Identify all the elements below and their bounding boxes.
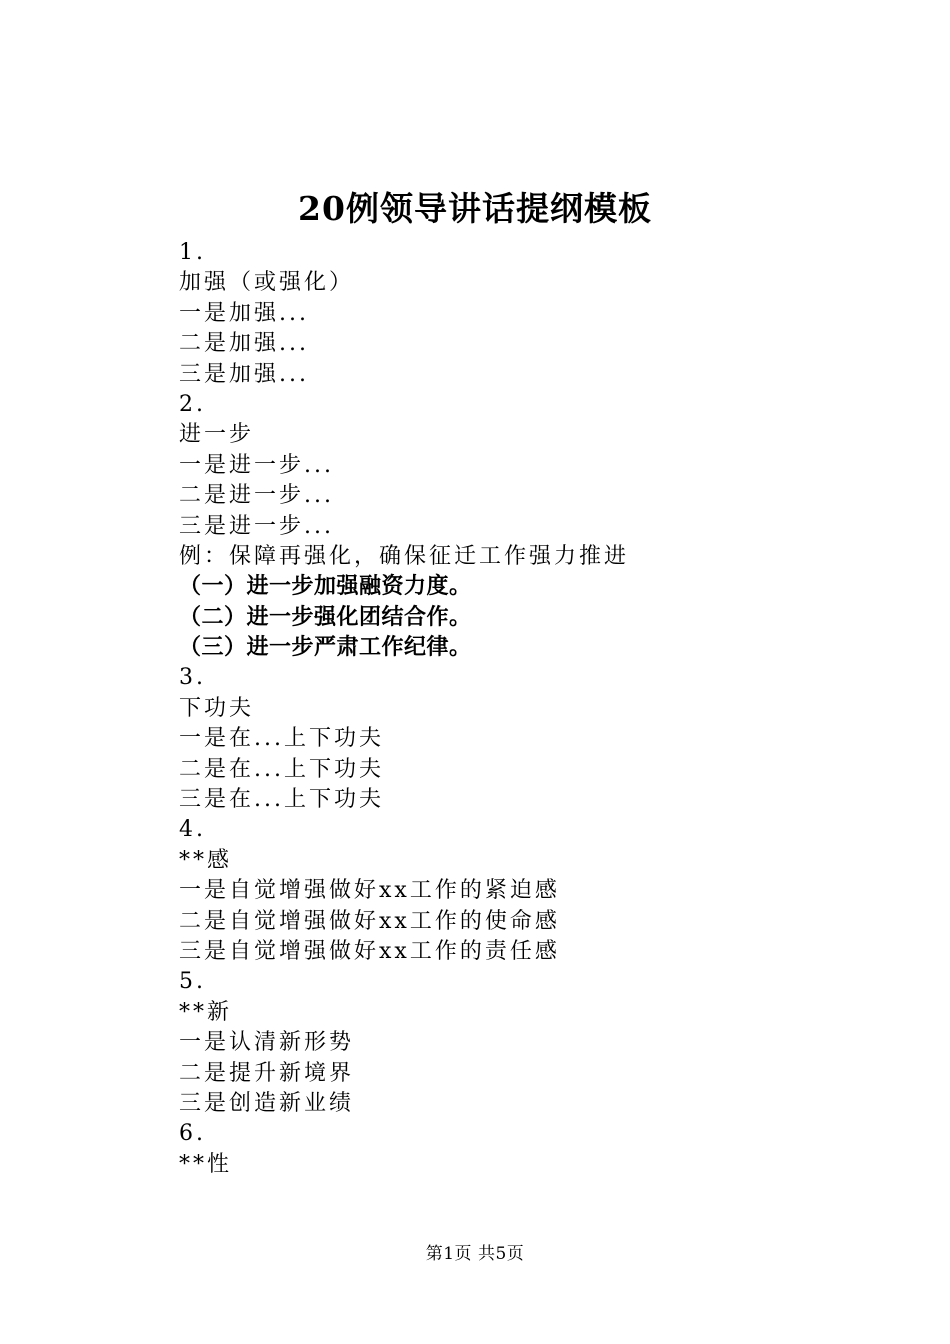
- document-line: 二是提升新境界: [179, 1060, 355, 1086]
- document-line: **新: [179, 999, 233, 1025]
- document-line: （二）进一步强化团结合作。: [179, 604, 472, 630]
- document-line: 一是自觉增强做好xx工作的紧迫感: [179, 878, 560, 904]
- document-line: 二是加强...: [179, 331, 309, 357]
- document-line: 2.: [179, 391, 206, 417]
- document-line: （三）进一步严肃工作纪律。: [179, 635, 472, 661]
- document-line: （一）进一步加强融资力度。: [179, 574, 472, 600]
- document-line: 三是自觉增强做好xx工作的责任感: [179, 938, 560, 964]
- document-line: 二是在...上下功夫: [179, 756, 384, 782]
- document-line: 三是创造新业绩: [179, 1090, 355, 1116]
- document-line: 1.: [179, 240, 206, 265]
- document-line: 3.: [179, 665, 206, 691]
- document-line: 三是进一步...: [179, 513, 334, 539]
- document-line: 4.: [179, 817, 206, 843]
- document-line: 进一步: [179, 422, 255, 448]
- document-line: 5.: [179, 969, 206, 995]
- document-line: 一是进一步...: [179, 452, 334, 478]
- document-line: 一是认清新形势: [179, 1030, 355, 1056]
- document-line: 6.: [179, 1121, 206, 1147]
- document-line: **性: [179, 1151, 233, 1177]
- document-line: 例：保障再强化，确保征迁工作强力推进: [179, 543, 630, 569]
- page-footer: 第1页 共5页: [425, 1244, 525, 1264]
- document-line: 三是在...上下功夫: [179, 787, 384, 813]
- document-line: 一是加强...: [179, 300, 309, 326]
- document-line: **感: [179, 847, 233, 873]
- document-line: 三是加强...: [179, 361, 309, 387]
- document-title: 20例领导讲话提纲模板: [298, 189, 652, 228]
- document-line: 一是在...上下功夫: [179, 726, 384, 752]
- document-body: [179, 238, 879, 1180]
- document-line: 下功夫: [179, 695, 255, 721]
- document-line: 二是进一步...: [179, 483, 334, 509]
- document-line: 二是自觉增强做好xx工作的使命感: [179, 908, 560, 934]
- document-line: 加强（或强化）: [179, 270, 355, 296]
